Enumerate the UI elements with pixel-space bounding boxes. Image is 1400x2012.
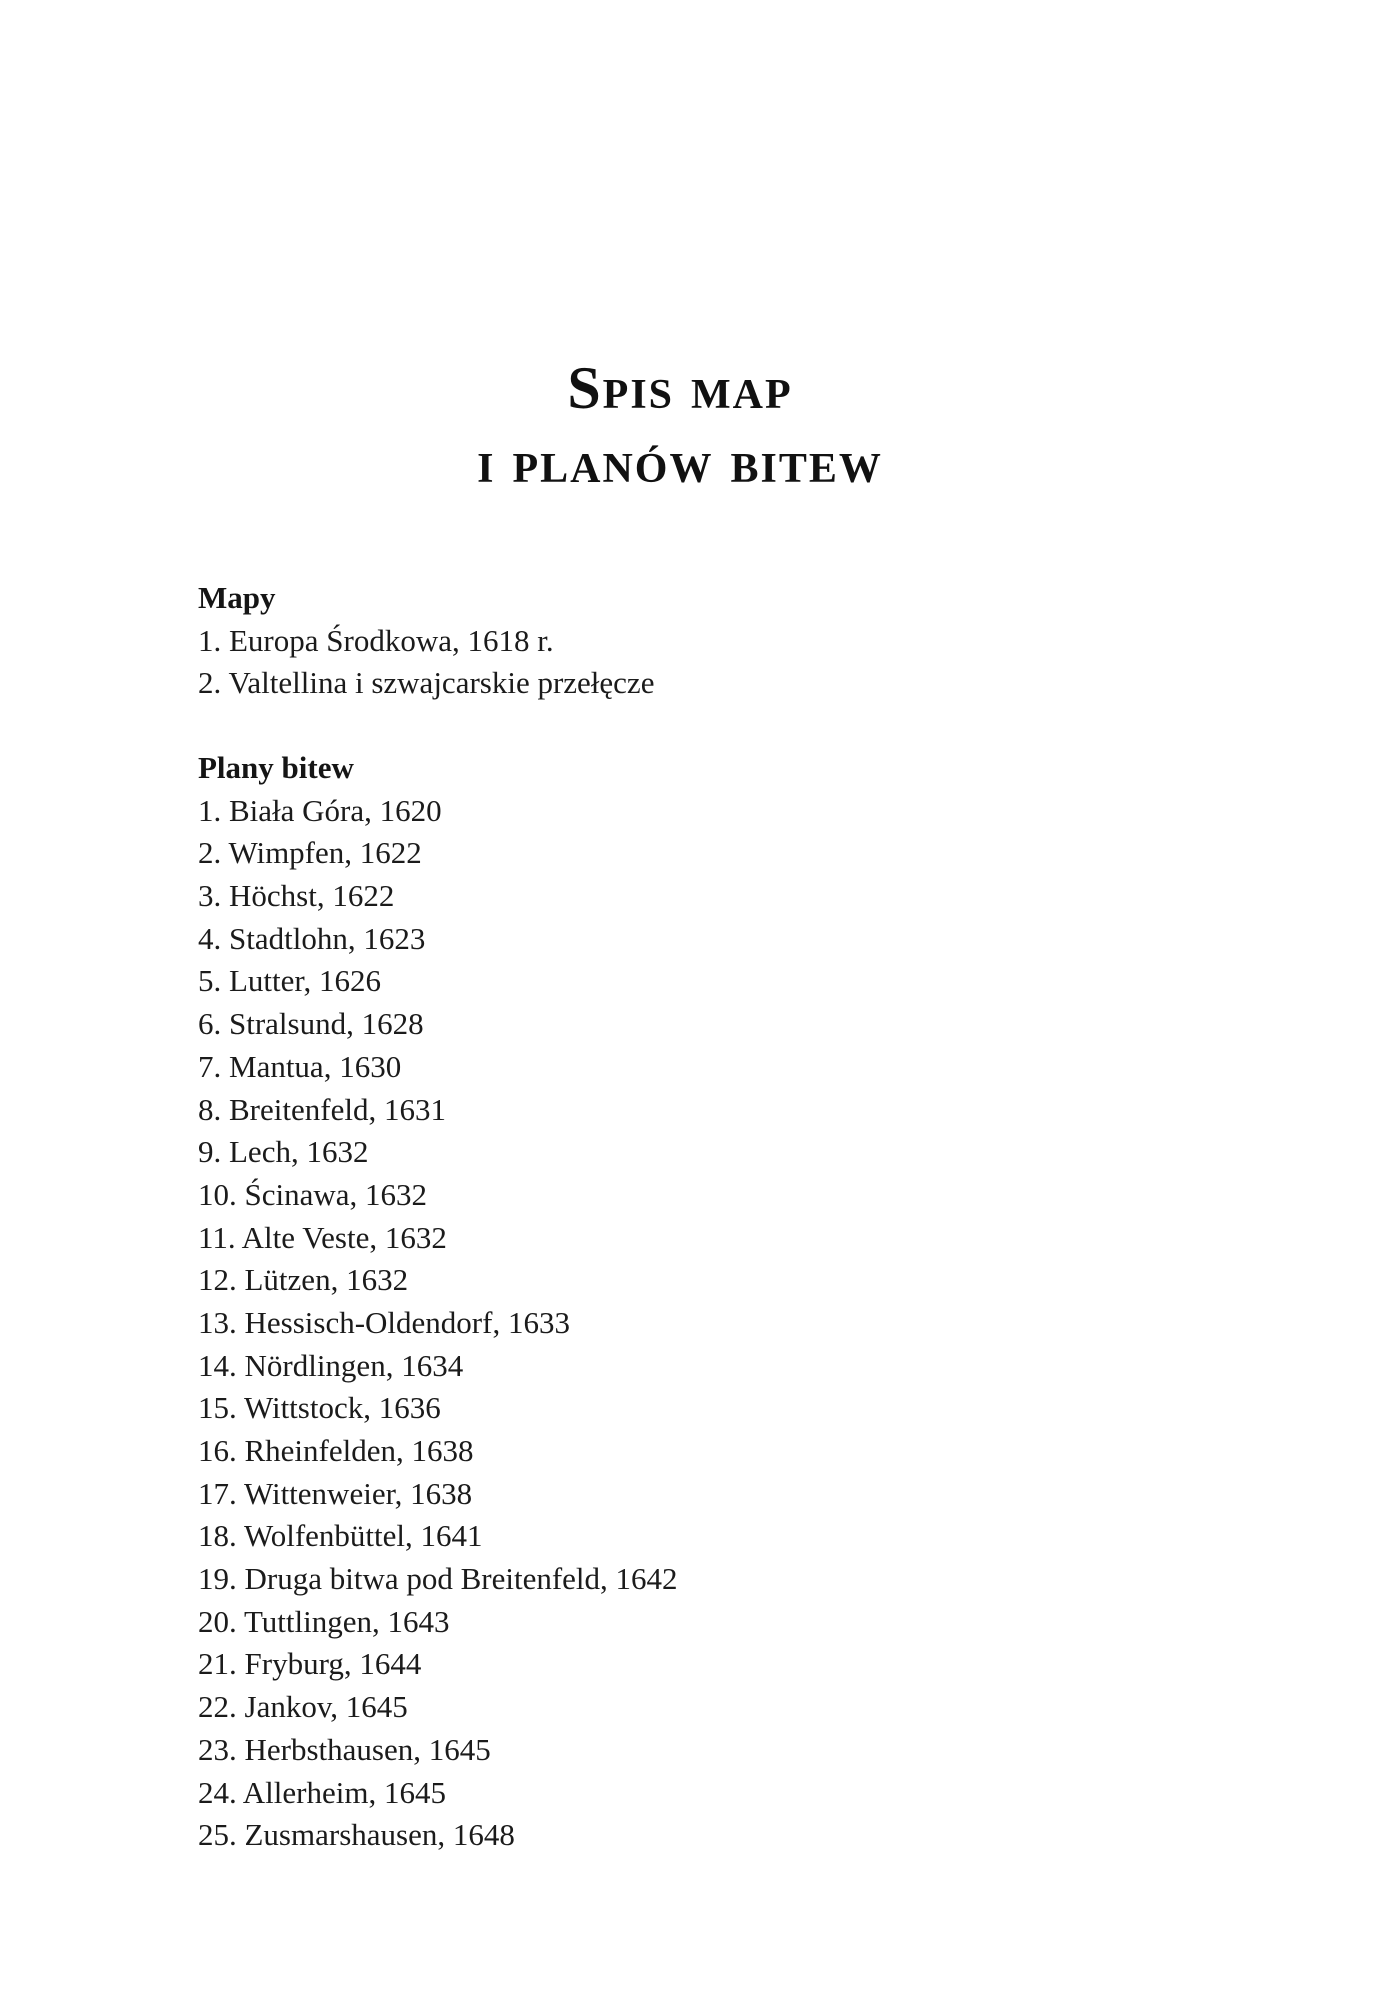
battle-plan-entry: 2. Wimpfen, 1622 xyxy=(198,835,422,871)
maps-heading: Mapy xyxy=(198,580,276,615)
page-title-line-2: i planów bitew xyxy=(477,429,883,495)
battle-plan-entry: 9. Lech, 1632 xyxy=(198,1134,369,1170)
battle-plan-entry: 18. Wolfenbüttel, 1641 xyxy=(198,1518,483,1554)
battle-plan-entry: 19. Druga bitwa pod Breitenfeld, 1642 xyxy=(198,1561,678,1597)
battle-plan-entry: 24. Allerheim, 1645 xyxy=(198,1774,446,1810)
battle-plans-section xyxy=(198,747,1298,1857)
battle-plan-entry: 11. Alte Veste, 1632 xyxy=(198,1219,447,1255)
map-entry: 1. Europa Środkowa, 1618 r. xyxy=(198,622,554,658)
battle-plan-entry: 20. Tuttlingen, 1643 xyxy=(198,1603,450,1639)
battle-plan-entry: 21. Fryburg, 1644 xyxy=(198,1646,422,1682)
battle-plan-entry: 4. Stadtlohn, 1623 xyxy=(198,920,426,956)
battle-plans-list xyxy=(198,790,1298,1857)
battle-plan-entry: 8. Breitenfeld, 1631 xyxy=(198,1091,446,1127)
battle-plan-entry: 3. Höchst, 1622 xyxy=(198,878,395,914)
battle-plan-entry: 13. Hessisch-Oldendorf, 1633 xyxy=(198,1304,570,1340)
maps-section xyxy=(198,577,1298,705)
battle-plan-entry: 1. Biała Góra, 1620 xyxy=(198,792,442,828)
battle-plan-entry: 16. Rheinfelden, 1638 xyxy=(198,1433,474,1468)
battle-plan-entry: 23. Herbsthausen, 1645 xyxy=(198,1731,491,1767)
battle-plans-heading: Plany bitew xyxy=(198,750,354,785)
battle-plan-entry: 5. Lutter, 1626 xyxy=(198,963,382,999)
battle-plan-entry: 12. Lützen, 1632 xyxy=(198,1262,409,1298)
battle-plan-entry: 14. Nördlingen, 1634 xyxy=(198,1347,464,1383)
battle-plan-entry: 10. Ścinawa, 1632 xyxy=(198,1176,428,1212)
battle-plan-entry: 6. Stralsund, 1628 xyxy=(198,1006,424,1042)
battle-plan-entry: 17. Wittenweier, 1638 xyxy=(198,1475,473,1511)
battle-plan-entry: 22. Jankov, 1645 xyxy=(198,1689,408,1725)
page-title-line-1: Spis map xyxy=(567,355,793,421)
battle-plan-entry: 25. Zusmarshausen, 1648 xyxy=(198,1817,515,1853)
map-entry: 2. Valtellina i szwajcarskie przełęcze xyxy=(198,665,655,701)
battle-plan-entry: 15. Wittstock, 1636 xyxy=(198,1390,441,1426)
battle-plan-entry: 7. Mantua, 1630 xyxy=(198,1048,402,1084)
maps-list xyxy=(198,620,1298,705)
